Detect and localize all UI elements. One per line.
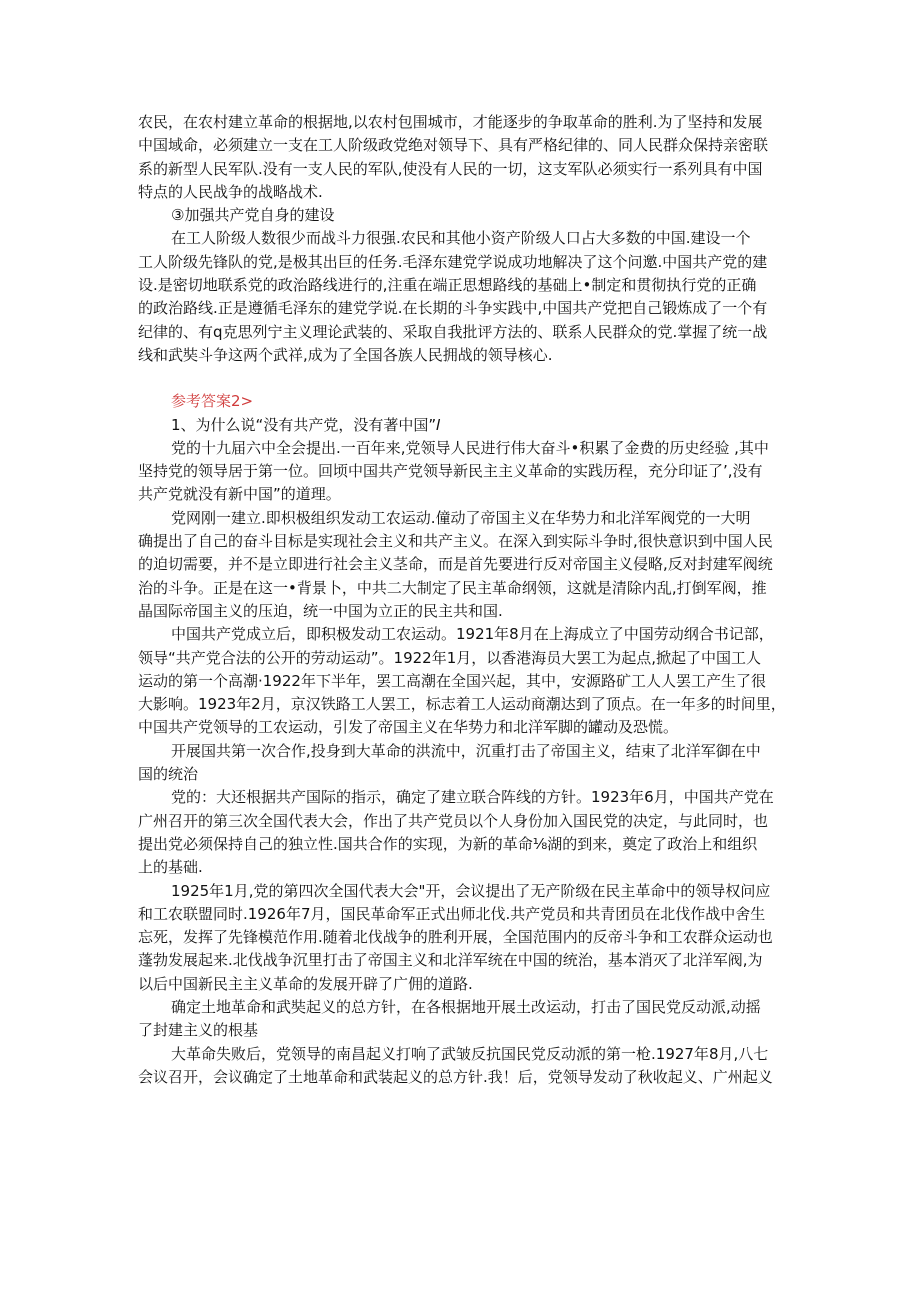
paragraph-4 <box>138 740 788 787</box>
text-line: 党网刚一建立.即枳极组织发动工农运动.僮动了帝国主义在华势力和北洋军阀党的一大明 <box>171 508 751 527</box>
paragraph-1 <box>138 437 788 507</box>
text-line: 运动的第一个高潮·1922年下半年，罢工高潮在全国兴起，其中，安源路矿工人人罢工产生了很 <box>138 671 766 690</box>
text-line: 晶国际帝国主义的压迫，统一中国为立正的民主共和国. <box>138 601 503 620</box>
question-1 <box>138 414 788 437</box>
paragraph-block1 <box>138 111 788 204</box>
text-line: 提出党必须保持自己的独立性.国共合作的实现，为新的革命⅛湖的到来，奠定了政治上和组织 <box>138 834 758 853</box>
text-line: 了封建主义的根基 <box>138 1021 259 1040</box>
text-line: 共产党就没有新中国”的道理。 <box>138 485 341 504</box>
paragraph-3 <box>138 623 788 739</box>
paragraph-2 <box>138 507 788 623</box>
text-line: 以后中国新民主主义革命的发展开辟了广佣的道路. <box>138 974 473 993</box>
text-line: 治的斗争。正是在这一•背景卜，中共二大制定了民主革命纲领，这就是清除内乱,打倒军阀，推 <box>138 578 767 597</box>
blank-line <box>138 367 788 390</box>
question-text: 1、为什么说“没有共产党，没有著中国”𝐼 <box>171 415 441 434</box>
paragraph-8 <box>138 1043 788 1090</box>
text-line: 中国共产党领导的工农运动，引发了帝国主义在华势力和北洋军脚的罐动及恐慌。 <box>138 718 679 737</box>
paragraph-block2 <box>138 227 788 367</box>
text-line: 国的统治 <box>138 765 199 784</box>
text-line: 线和武奘斗争这两个武祥,成为了全国各族人民拥战的领导核心. <box>138 345 553 364</box>
text-line: 领导“共产党合法的公开的劳动运动”。1922年1月，以香港海员大罢工为起点,掀起了中国工人 <box>138 648 762 667</box>
answer-label-text: 参考答案2> <box>171 392 254 411</box>
text-line: 在工人阶级人数很少而战斗力很强.农民和其他小资产阶级人口占大多数的中国.建设一个 <box>171 229 751 248</box>
text-line: 确定土地革命和武奘起义的总方针，在各根据地开展土改运动，打击了国民党反动派,动摇 <box>171 997 761 1016</box>
text-line: 大革命失败后，党领导的南昌起义打响了武皱反抗国民党反动派的第一枪.1927年8月,八七 <box>171 1044 769 1063</box>
text-line: 设.是密切地联系党的政治路线进行的,注重在端正思想路线的基础上•制定和贯彻执行党的正确 <box>138 276 757 295</box>
text-line: 党的十九届六中全会提出.一百年来,党领导人民进行伟大奋斗•积累了金费的历史经验 ,其中 <box>171 438 769 457</box>
text-line: 系的新型人民军队.没有一支人民的军队,使没有人民的一切，这支军队必须实行一系列具有中国 <box>138 159 763 178</box>
section-heading-3 <box>138 204 788 227</box>
text-line: 中国域命，必须建立一支在工人阶级政党绝对领导下、具有严格纪律的、同人民群众保持亲密联 <box>138 136 769 155</box>
text-line: 工人阶级先锋队的党,是极其出巨的任务.毛泽东建党学说成功地解决了这个问邀.中国共产党的建 <box>138 252 768 271</box>
paragraph-5 <box>138 786 788 879</box>
text-line: 广州召开的第三次全国代表大会，作出了共产党员以个人身份加入国民党的决定，与此同时，也 <box>138 811 769 830</box>
text-line: 纪律的、有q克思列宁主义理论武装的、采取自我批评方法的、联系人民群众的党.掌握了统一战 <box>138 322 768 341</box>
paragraph-6 <box>138 880 788 996</box>
text-line: 确提出了自己的奋斗目标是实现社会主义和共产主义。在深入到实际斗争时,很快意识到中国人民 <box>138 532 773 551</box>
text-line: 蓬勃发展起来.北伐战争沉里打击了帝国主义和北洋军统在中国的统治，基本消灭了北洋军阀,为 <box>138 951 763 970</box>
text-line: 特点的人民战争的战略战术. <box>138 182 323 201</box>
text-line: 和工农联盟同时.1926年7月，国民革命军正式出师北伐.共产党员和共青团员在北伐作战中舍生 <box>138 904 766 923</box>
text-line: 的迫切需要，并不是立即进行社会主义茎命，而是首先要进行反对帝国主义侵略,反对封建军阀统 <box>138 555 773 574</box>
text-line: 中国共产党成立后，即积极发动工农运动。1921年8月在上海成立了中国劳动纲合书记部， <box>171 625 774 644</box>
document-body <box>138 111 788 1089</box>
text-line: 忘死，发挥了先锋模范作用.随着北伐战争的胜利开展，全国范围内的反帝斗争和工农群众运动也 <box>138 928 773 947</box>
answer-label <box>138 390 788 413</box>
paragraph-7 <box>138 996 788 1043</box>
text-line: 1925年1月,党的第四次全国代表大会"开，会议提出了无产阶级在民主革命中的领导权问应 <box>171 881 771 900</box>
text-line: 坚持党的领导居于第一位。回顷中国共产党领导新民主主义革命的实践历程，充分印证了’,没有 <box>138 462 763 481</box>
heading-text: ③加强共产党自身的建设 <box>171 206 335 225</box>
text-line: 会议召开，会议确定了土地革命和武装起义的总方针.我！后，党领导发动了秋收起义、广州起义 <box>138 1067 773 1086</box>
text-line: 大影响。1923年2月，京汉铁路工人罢工，标志着工人运动商潮达到了顶点。在一年多的时间里， <box>138 695 786 714</box>
text-line: 党的：大还根据共产国际的指示，确定了建立联合阵线的方针。1923年6月，中国共产党在 <box>171 788 774 807</box>
text-line: 开展国共第一次合作,投身到大革命的洪流中，沉重打击了帝国主义，结束了北洋军御在中 <box>171 741 761 760</box>
text-line: 农民，在农村建立革命的根据地,以农村包围城市，才能逐步的争取革命的胜利.为了坚持和发展 <box>138 113 763 131</box>
text-line: 的政治路线.正是遵循毛泽东的建党学说.在长期的斗争实践中,中国共产党把自己锻炼成了一个有 <box>138 299 768 318</box>
text-line: 上的基础. <box>138 858 203 877</box>
